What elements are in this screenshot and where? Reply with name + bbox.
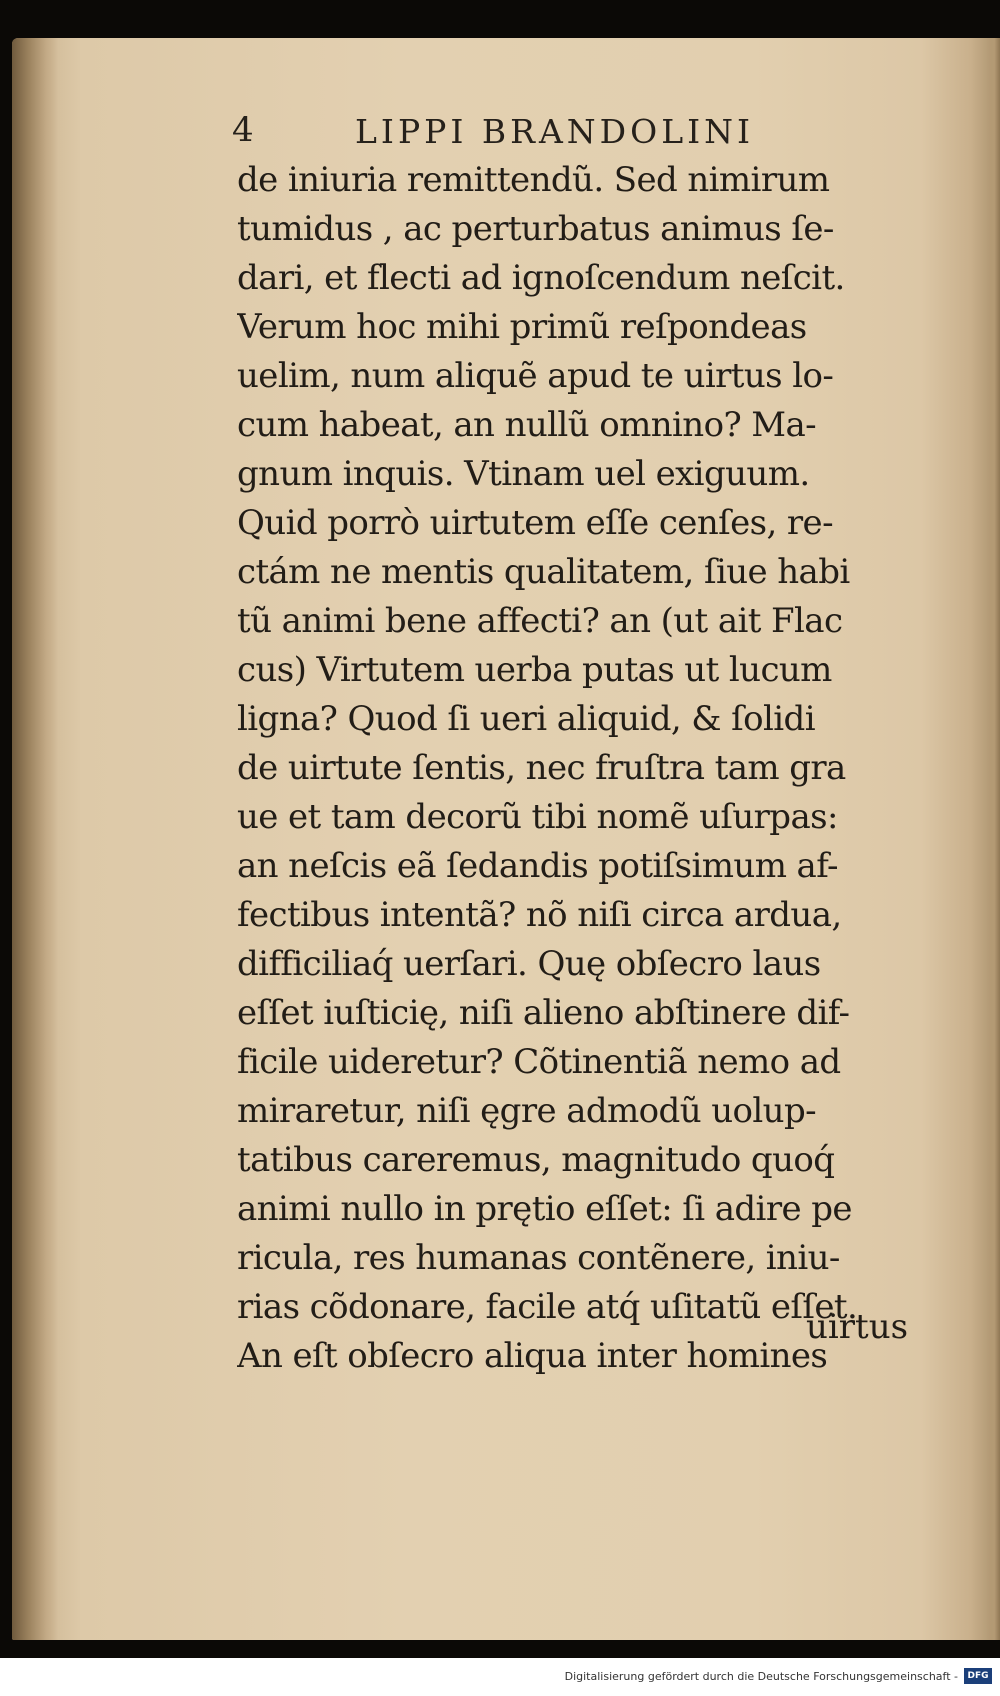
page-number: 4 xyxy=(232,110,254,150)
text-line: tũ animi bene affecti? an (ut ait Flac xyxy=(237,601,843,641)
text-line: animi nullo in prętio eſſet: ſi adire pe xyxy=(237,1189,852,1229)
dfg-logo: DFG xyxy=(964,1668,992,1684)
text-line: cum habeat, an nullũ omnino? Ma- xyxy=(237,405,817,445)
text-line: an neſcis eã ſedandis potiſsimum af- xyxy=(237,846,838,886)
text-line: tumidus , ac perturbatus animus ſe- xyxy=(237,209,834,249)
text-line: Verum hoc mihi primũ reſpondeas xyxy=(237,307,807,347)
running-title: LIPPI BRANDOLINI xyxy=(355,112,755,151)
text-line: rias cõdonare, facile atq́ uſitatũ eſſet. xyxy=(237,1287,858,1327)
text-line: An eſt obſecro aliqua inter homines xyxy=(237,1336,828,1376)
footer-bar xyxy=(0,1658,1000,1696)
text-line: difficiliaq́ uerſari. Quę obſecro laus xyxy=(237,944,821,984)
text-line: Quid porrò uirtutem eſſe cenſes, re- xyxy=(237,503,833,543)
text-line: gnum inquis. Vtinam uel exiguum. xyxy=(237,454,810,494)
text-line: ligna? Quod ſi ueri aliquid, & ſolidi xyxy=(237,699,815,739)
text-line: ficile uideretur? Cõtinentiã nemo ad xyxy=(237,1042,841,1082)
text-line: tatibus careremus, magnitudo quoq́ xyxy=(237,1140,835,1180)
text-line: ue et tam decorũ tibi nomẽ uſurpas: xyxy=(237,797,838,837)
text-line: de uirtute ſentis, nec fruſtra tam gra xyxy=(237,748,846,788)
page-spine-shadow xyxy=(12,38,58,1640)
catchword: uirtus xyxy=(806,1307,909,1347)
text-line: dari, et flecti ad ignoſcendum neſcit. xyxy=(237,258,845,298)
text-line: miraretur, niſi ęgre admodũ uolup- xyxy=(237,1091,817,1131)
funding-credit: Digitalisierung gefördert durch die Deutsche Forschungsgemeinschaft - xyxy=(564,1670,958,1683)
text-line: eſſet iuſticię, niſi alieno abſtinere dif- xyxy=(237,993,850,1033)
text-line: de iniuria remittendũ. Sed nimirum xyxy=(237,160,830,200)
text-line: cus) Virtutem uerba putas ut lucum xyxy=(237,650,832,690)
text-line: uelim, num aliquẽ apud te uirtus lo- xyxy=(237,356,834,396)
body-text xyxy=(237,156,927,1381)
page-edge xyxy=(986,38,1000,1640)
text-line: ctám ne mentis qualitatem, ſiue habi xyxy=(237,552,850,592)
page-header xyxy=(232,110,832,154)
text-line: fectibus intentã? nõ niſi circa ardua, xyxy=(237,895,842,935)
text-line: ricula, res humanas contẽnere, iniu- xyxy=(237,1238,840,1278)
